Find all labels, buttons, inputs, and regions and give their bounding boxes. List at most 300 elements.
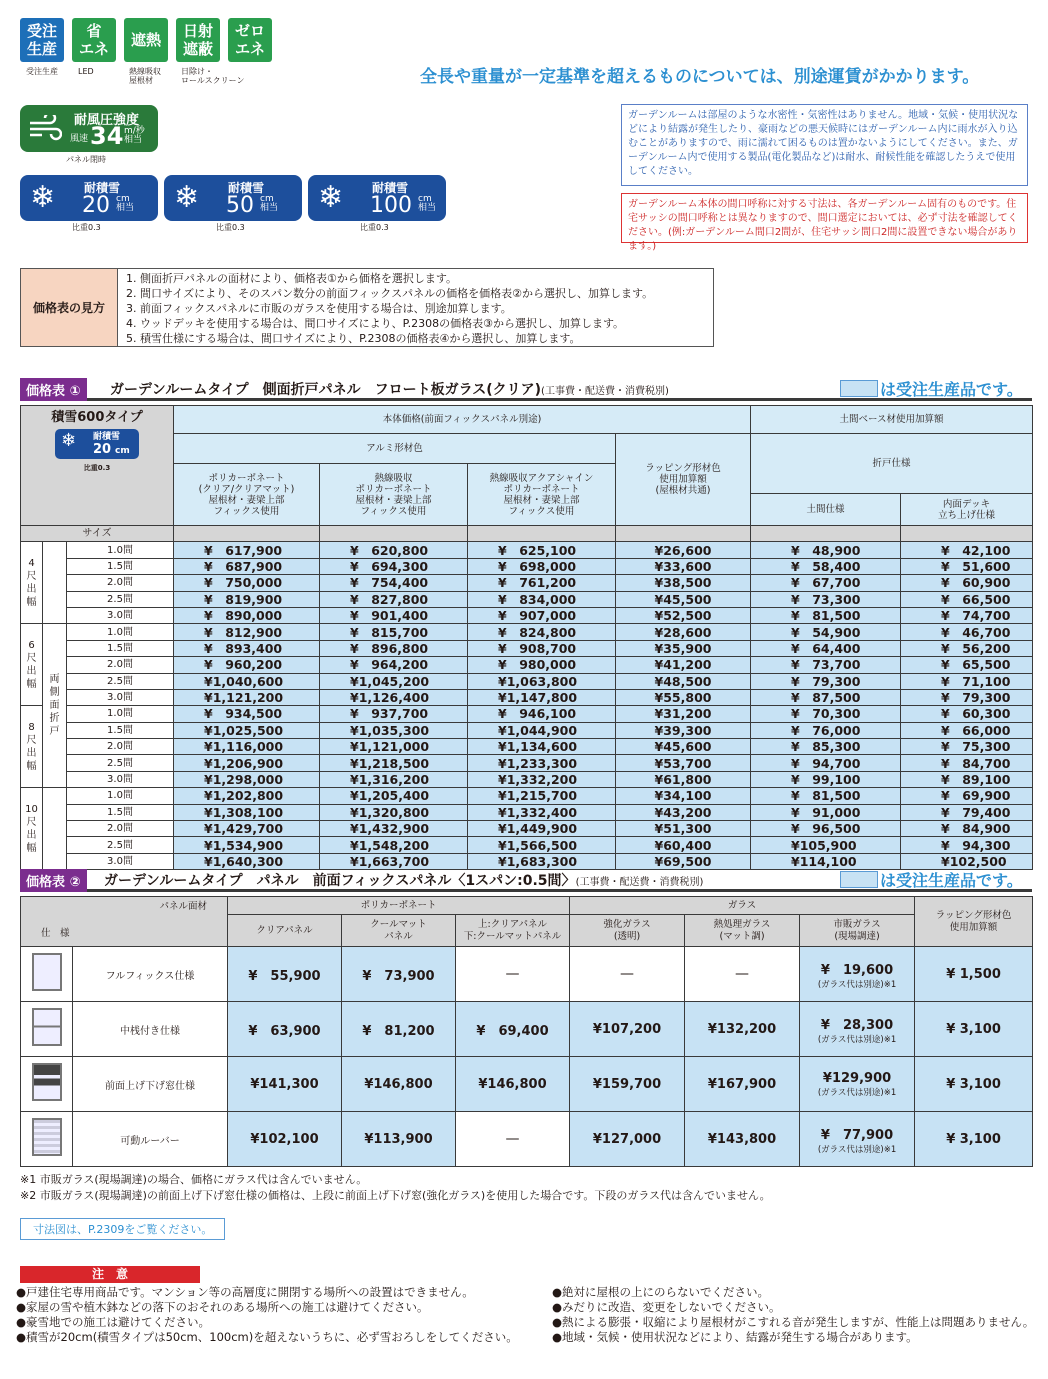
t2-col-header: 上:クリアパネル 下:クールマットパネル bbox=[456, 915, 570, 947]
t1-spacer bbox=[174, 526, 320, 542]
t2-price bbox=[915, 1112, 1033, 1167]
t1-price: ¥ 76,000 bbox=[751, 722, 901, 738]
t1-price: ¥1,147,800 bbox=[468, 689, 616, 705]
t2-price-value: ¥107,200 bbox=[592, 1021, 662, 1037]
table-row bbox=[21, 591, 1033, 607]
t2-price-value: ¥ 81,200 bbox=[362, 1023, 435, 1039]
price-table-1 bbox=[20, 405, 1033, 870]
panel-thumbnail-icon bbox=[32, 1008, 62, 1046]
table-row bbox=[21, 1057, 1033, 1112]
t2-price bbox=[685, 1057, 800, 1112]
t2-price-value: ¥113,900 bbox=[364, 1131, 433, 1147]
t1-price: ¥1,332,200 bbox=[468, 771, 616, 787]
t1-price: ¥ 79,400 bbox=[901, 804, 1033, 820]
t2-price bbox=[685, 1002, 800, 1057]
t1-price: ¥52,500 bbox=[616, 607, 751, 623]
t1-price: ¥102,500 bbox=[901, 853, 1033, 869]
t1-size: 3.0間 bbox=[67, 607, 174, 623]
snow-label: 耐積雪 bbox=[93, 432, 121, 442]
t1-corner bbox=[21, 406, 174, 526]
howto-label: 価格表の見方 bbox=[21, 269, 118, 346]
table-row bbox=[21, 788, 1033, 804]
t1-price: ¥1,316,200 bbox=[320, 771, 468, 787]
t2-row-label: フルフィックス仕様 bbox=[73, 947, 228, 1002]
table-row bbox=[21, 771, 1033, 787]
t1-price: ¥1,121,000 bbox=[320, 739, 468, 755]
table-row bbox=[21, 1002, 1033, 1057]
t1-depth-label: 4 尺 出 幅 bbox=[21, 542, 43, 624]
t2-price-value: ¥129,900 bbox=[822, 1070, 892, 1086]
t2-price bbox=[456, 1112, 570, 1167]
t1-price: ¥1,332,400 bbox=[468, 804, 616, 820]
caution-item: ●豪雪地での施工は避けてください。 bbox=[16, 1315, 211, 1329]
badge-energy: 省 エネ bbox=[72, 18, 116, 62]
t1-price: ¥28,600 bbox=[616, 624, 751, 640]
caution-item: ●地域・気候・使用状況などにより、結露が発生する場合があります。 bbox=[552, 1330, 918, 1344]
snowflake-icon: ❄ bbox=[30, 180, 56, 215]
t1-price: ¥1,683,300 bbox=[468, 853, 616, 869]
wind-unit: m/秒 相当 bbox=[124, 126, 145, 145]
table-row bbox=[21, 837, 1033, 853]
glass-note: (ガラス代は別途)※1 bbox=[817, 1144, 897, 1155]
t1-h-deck: 内面デッキ 立ち上げ仕様 bbox=[901, 494, 1033, 526]
t1-price: ¥ 625,100 bbox=[468, 542, 616, 558]
t2-price-value: ¥ 1,500 bbox=[946, 966, 1001, 982]
t2-price bbox=[456, 947, 570, 1002]
t1-price: ¥53,700 bbox=[616, 755, 751, 771]
note-condensation: ガーデンルームは部屋のような水密性・気密性はありません。地域・気候・使用状況などにより結露が発生したり、豪雨などの悪天候時にはガーデンルーム内に雨水が入り込むことがありますので、雨に濡れて困るものは置かないようにしてください。また、ガーデンルーム内で使用する製品(電化製品など)は耐水、耐候性能を確認したうえで使用してください。 bbox=[621, 104, 1028, 186]
t1-h-extra: 土間ベース材使用加算額 bbox=[751, 406, 1033, 434]
t2-price-value: ¥141,300 bbox=[250, 1076, 319, 1092]
t1-price: ¥33,600 bbox=[616, 558, 751, 574]
t2-price-value: ¥ 73,900 bbox=[362, 968, 435, 984]
t1-price: ¥1,298,000 bbox=[174, 771, 320, 787]
t1-size: 1.5間 bbox=[67, 804, 174, 820]
t2-corner bbox=[21, 897, 228, 947]
t2-price-value: ¥143,800 bbox=[707, 1131, 777, 1147]
t2-price-value: ¥ 28,300 bbox=[820, 1017, 894, 1033]
legend-swatch bbox=[840, 871, 878, 888]
wind-icon bbox=[28, 115, 62, 141]
panel-icon bbox=[21, 947, 73, 1002]
panel-icon bbox=[21, 1002, 73, 1057]
t1-price: ¥1,429,700 bbox=[174, 821, 320, 837]
t1-price: ¥ 81,500 bbox=[751, 607, 901, 623]
howto-line: 2. 間口サイズにより、そのスパン数分の前面フィックスパネルの価格を価格表②から選択し、加算します。 bbox=[126, 287, 654, 300]
snowflake-icon: ❄ bbox=[318, 180, 344, 215]
t2-h-panel: パネル面材 bbox=[159, 901, 207, 912]
t1-depth-label: 8 尺 出 幅 bbox=[21, 706, 43, 788]
t1-price: ¥ 617,900 bbox=[174, 542, 320, 558]
snow-value: 50 bbox=[226, 193, 254, 218]
snow-value: 20 bbox=[93, 442, 112, 457]
t1-spacer bbox=[751, 526, 901, 542]
t2-price bbox=[570, 1057, 685, 1112]
t1-price: ¥ 698,000 bbox=[468, 558, 616, 574]
snow-label: 耐積雪 bbox=[84, 181, 121, 195]
t1-price: ¥ 890,000 bbox=[174, 607, 320, 623]
t2-price bbox=[685, 947, 800, 1002]
t1-price: ¥1,640,300 bbox=[174, 853, 320, 869]
t1-size: 2.0間 bbox=[67, 821, 174, 837]
t2-price-value: ¥132,200 bbox=[707, 1021, 777, 1037]
t2-row-label: 前面上げ下げ窓仕様 bbox=[73, 1057, 228, 1112]
t1-corner-title: 積雪600タイプ bbox=[51, 410, 143, 425]
badge-caption: LED bbox=[78, 67, 94, 76]
t2-price-value: ¥ 3,100 bbox=[946, 1131, 1001, 1147]
t1-price: ¥ 84,900 bbox=[901, 821, 1033, 837]
t2-price-value: ¥102,100 bbox=[250, 1131, 319, 1147]
t1-price: ¥34,100 bbox=[616, 788, 751, 804]
t1-price: ¥ 812,900 bbox=[174, 624, 320, 640]
t1-size: 3.0間 bbox=[67, 689, 174, 705]
t1-price: ¥ 89,100 bbox=[901, 771, 1033, 787]
t1-size: 2.0間 bbox=[67, 575, 174, 591]
t2-price-value: — bbox=[735, 966, 750, 982]
snow-badge-50 bbox=[164, 175, 302, 221]
table-row bbox=[21, 542, 1033, 558]
t1-legend: は受注生産品です。 bbox=[880, 380, 1023, 399]
t2-row-label: 中桟付き仕様 bbox=[73, 1002, 228, 1057]
glass-note: (ガラス代は別途)※1 bbox=[817, 1034, 897, 1045]
t1-price: ¥48,500 bbox=[616, 673, 751, 689]
badge-heat: 遮熱 bbox=[124, 18, 168, 62]
t2-tag: 価格表 ② bbox=[20, 869, 87, 892]
t2-price bbox=[570, 1002, 685, 1057]
table-row bbox=[21, 804, 1033, 820]
t2-price-value: ¥159,700 bbox=[592, 1076, 662, 1092]
t2-price bbox=[570, 947, 685, 1002]
howto-line: 4. ウッドデッキを使用する場合は、間口サイズにより、P.2308の価格表③から選択し、加算します。 bbox=[126, 317, 625, 330]
t2-price bbox=[800, 1002, 915, 1057]
t1-price: ¥31,200 bbox=[616, 706, 751, 722]
snow-unit: cm 相当 bbox=[260, 194, 279, 213]
t1-price: ¥ 75,300 bbox=[901, 739, 1033, 755]
wind-value: 34 bbox=[90, 122, 124, 150]
t1-price: ¥ 934,500 bbox=[174, 706, 320, 722]
t2-price-value: ¥146,800 bbox=[364, 1076, 433, 1092]
t1-price: ¥1,233,300 bbox=[468, 755, 616, 771]
t1-price: ¥ 91,000 bbox=[751, 804, 901, 820]
t1-size: 2.5間 bbox=[67, 837, 174, 853]
t2-price bbox=[342, 947, 456, 1002]
t1-price: ¥1,205,400 bbox=[320, 788, 468, 804]
table-row bbox=[21, 755, 1033, 771]
snow-badge-100 bbox=[308, 175, 446, 221]
t1-price: ¥ 42,100 bbox=[901, 542, 1033, 558]
t1-price: ¥ 73,700 bbox=[751, 657, 901, 673]
shipping-banner: 全長や重量が一定基準を超えるものについては、別途運賃がかかります。 bbox=[420, 67, 980, 87]
t1-price: ¥1,126,400 bbox=[320, 689, 468, 705]
t1-price: ¥ 79,300 bbox=[751, 673, 901, 689]
t1-price: ¥1,534,900 bbox=[174, 837, 320, 853]
t1-size: 1.0間 bbox=[67, 542, 174, 558]
caution-item: ●家屋の雪や植木鉢などの落下のおそれのある場所への施工は避けてください。 bbox=[16, 1300, 429, 1314]
t1-price: ¥ 58,400 bbox=[751, 558, 901, 574]
snow-value: 100 bbox=[370, 193, 412, 218]
footnotes bbox=[20, 1172, 771, 1204]
table-row bbox=[21, 739, 1033, 755]
wind-prefix: 風速 bbox=[70, 134, 89, 144]
t1-price: ¥ 73,300 bbox=[751, 591, 901, 607]
t1-price: ¥1,566,500 bbox=[468, 837, 616, 853]
t2-price-value: ¥ 63,900 bbox=[248, 1023, 321, 1039]
t1-price: ¥ 750,000 bbox=[174, 575, 320, 591]
t2-title bbox=[104, 870, 703, 890]
table-row bbox=[21, 947, 1033, 1002]
t1-h-main: 本体価格(前面フィックスパネル別途) bbox=[174, 406, 751, 434]
howto-lines bbox=[118, 269, 661, 346]
t2-price-value: ¥ 19,600 bbox=[820, 962, 894, 978]
t2-price-value: ¥ 69,400 bbox=[476, 1023, 549, 1039]
t1-price: ¥35,900 bbox=[616, 640, 751, 656]
t2-col-header: 強化ガラス (透明) bbox=[570, 915, 685, 947]
t1-price: ¥ 65,500 bbox=[901, 657, 1033, 673]
t1-price: ¥ 893,400 bbox=[174, 640, 320, 656]
t1-price: ¥ 827,800 bbox=[320, 591, 468, 607]
t1-price: ¥1,045,200 bbox=[320, 673, 468, 689]
t1-price: ¥1,215,700 bbox=[468, 788, 616, 804]
t1-h-doma: 土間仕様 bbox=[751, 494, 901, 526]
t2-price bbox=[915, 1002, 1033, 1057]
t1-size: 1.0間 bbox=[67, 788, 174, 804]
t2-price bbox=[228, 1002, 342, 1057]
wind-caption: パネル閉時 bbox=[66, 155, 106, 164]
t1-blank bbox=[43, 542, 67, 624]
t2-price bbox=[228, 947, 342, 1002]
badge-made-to-order: 受注 生産 bbox=[20, 18, 64, 62]
t2-price bbox=[456, 1002, 570, 1057]
t1-h-fold: 折戸仕様 bbox=[751, 434, 1033, 494]
t1-size: 1.0間 bbox=[67, 706, 174, 722]
caution-item: ●絶対に屋根の上にのらないでください。 bbox=[552, 1285, 770, 1299]
t1-price: ¥ 79,300 bbox=[901, 689, 1033, 705]
t2-h-wrap: ラッピング形材色 使用加算額 bbox=[915, 897, 1033, 947]
t1-price: ¥60,400 bbox=[616, 837, 751, 853]
t1-side-label: 両 側 面 折 戸 bbox=[43, 624, 67, 788]
t1-price: ¥ 85,300 bbox=[751, 739, 901, 755]
caution-item: ●積雪が20cm(積雪タイプは50cm、100cm)を超えないうちに、必ず雪おろしをしてください。 bbox=[16, 1330, 518, 1344]
t1-price: ¥1,202,800 bbox=[174, 788, 320, 804]
t1-depth-label: 6 尺 出 幅 bbox=[21, 624, 43, 706]
badge-shade: 日射 遮蔽 bbox=[176, 18, 220, 62]
t1-price: ¥ 754,400 bbox=[320, 575, 468, 591]
note-dimensions: ガーデンルーム本体の間口呼称に対する寸法は、各ガーデンルーム固有のものです。住宅サッシの間口呼称とは異なりますので、間口選定においては、必ず寸法を確認してください。(例:ガーデンルーム間口2間が、住宅サッシ間口2間に設置できない場合があります。) bbox=[621, 193, 1028, 243]
legend-swatch bbox=[840, 380, 878, 397]
t2-price bbox=[228, 1057, 342, 1112]
howto-line: 3. 前面フィックスパネルに市販のガラスを使用する場合は、別途加算します。 bbox=[126, 302, 512, 315]
t1-price: ¥ 69,900 bbox=[901, 788, 1033, 804]
t2-price bbox=[570, 1112, 685, 1167]
t2-price bbox=[915, 947, 1033, 1002]
t2-legend: は受注生産品です。 bbox=[880, 871, 1023, 890]
t2-sub: (工事費・配送費・消費税別) bbox=[575, 877, 704, 888]
t2-col-header: クリアパネル bbox=[228, 915, 342, 947]
t1-title-text: ガーデンルームタイプ 側面折戸パネル フロート板ガラス(クリア) bbox=[110, 382, 542, 398]
t1-corner-snow bbox=[55, 429, 139, 459]
t1-price: ¥ 620,800 bbox=[320, 542, 468, 558]
t1-price: ¥ 46,700 bbox=[901, 624, 1033, 640]
t1-price: ¥55,800 bbox=[616, 689, 751, 705]
t1-price: ¥ 901,400 bbox=[320, 607, 468, 623]
panel-thumbnail-icon bbox=[32, 1118, 62, 1156]
caution-item: ●戸建住宅専用商品です。マンション等の高層度に開閉する場所への設置はできません。 bbox=[16, 1285, 474, 1299]
snow-caption: 比重0.3 bbox=[72, 223, 101, 232]
t1-price: ¥ 937,700 bbox=[320, 706, 468, 722]
t1-price: ¥ 81,500 bbox=[751, 788, 901, 804]
t1-price: ¥ 694,300 bbox=[320, 558, 468, 574]
caution-item: ●みだりに改造、変更をしないでください。 bbox=[552, 1300, 781, 1314]
t1-price: ¥ 819,900 bbox=[174, 591, 320, 607]
table-row bbox=[21, 673, 1033, 689]
t2-price bbox=[228, 1112, 342, 1167]
t1-size: 2.5間 bbox=[67, 591, 174, 607]
t1-spacer bbox=[320, 526, 468, 542]
t2-price bbox=[685, 1112, 800, 1167]
t2-h-poly: ポリカーボネート bbox=[228, 897, 570, 915]
t1-price: ¥ 64,400 bbox=[751, 640, 901, 656]
t1-col-header: 熱線吸収アクアシャイン ポリカーボネート 屋根材・妻梁上部 フィックス使用 bbox=[468, 464, 616, 526]
wind-badge bbox=[20, 105, 158, 152]
table-row bbox=[21, 689, 1033, 705]
t1-spacer bbox=[901, 526, 1033, 542]
t2-price bbox=[800, 1057, 915, 1112]
snowflake-icon: ❄ bbox=[174, 180, 200, 215]
panel-icon bbox=[21, 1057, 73, 1112]
t1-h-size: サイズ bbox=[21, 526, 174, 542]
t2-price bbox=[800, 947, 915, 1002]
snow-label: 耐積雪 bbox=[372, 181, 409, 195]
t1-price: ¥ 74,700 bbox=[901, 607, 1033, 623]
t1-col-header: 熱線吸収 ポリカーボネート 屋根材・妻梁上部 フィックス使用 bbox=[320, 464, 468, 526]
t1-price: ¥ 834,000 bbox=[468, 591, 616, 607]
t1-price: ¥ 71,100 bbox=[901, 673, 1033, 689]
t1-price: ¥1,206,900 bbox=[174, 755, 320, 771]
t2-price-value: — bbox=[505, 966, 520, 982]
t1-price: ¥ 56,200 bbox=[901, 640, 1033, 656]
caution-item: ●熱による膨張・収縮により屋根材がこすれる音が発生しますが、性能上は問題ありません。 bbox=[552, 1315, 1035, 1329]
t1-price: ¥ 66,500 bbox=[901, 591, 1033, 607]
t1-price: ¥1,308,100 bbox=[174, 804, 320, 820]
snowflake-icon: ❄ bbox=[61, 430, 77, 451]
t2-price-value: ¥146,800 bbox=[478, 1076, 547, 1092]
t1-price: ¥69,500 bbox=[616, 853, 751, 869]
snow-caption: 比重0.3 bbox=[216, 223, 245, 232]
snow-label: 耐積雪 bbox=[228, 181, 265, 195]
t2-title-text: ガーデンルームタイプ パネル 前面フィックスパネル〈1スパン:0.5間〉 bbox=[104, 873, 576, 889]
table-row bbox=[21, 722, 1033, 738]
footnote: ※1 市販ガラス(現場調達)の場合、価格にガラス代は含んでいません。 bbox=[20, 1173, 368, 1186]
t1-blank bbox=[43, 788, 67, 870]
snow-caption: 比重0.3 bbox=[83, 464, 111, 472]
badge-caption: 日除け・ ロールスクリーン bbox=[181, 67, 245, 85]
t1-price: ¥ 51,600 bbox=[901, 558, 1033, 574]
t2-price-value: ¥ 3,100 bbox=[946, 1076, 1001, 1092]
t1-price: ¥ 48,900 bbox=[751, 542, 901, 558]
howto-line: 1. 側面折戸パネルの面材により、価格表①から価格を選択します。 bbox=[126, 272, 457, 285]
t1-size: 2.0間 bbox=[67, 739, 174, 755]
t2-price bbox=[456, 1057, 570, 1112]
t1-price: ¥ 66,000 bbox=[901, 722, 1033, 738]
t1-price: ¥ 980,000 bbox=[468, 657, 616, 673]
t1-price: ¥ 946,100 bbox=[468, 706, 616, 722]
t1-price: ¥105,900 bbox=[751, 837, 901, 853]
t1-sub: (工事費・配送費・消費税別) bbox=[541, 386, 669, 397]
glass-note: (ガラス代は別途)※1 bbox=[817, 979, 897, 990]
caution-left bbox=[16, 1285, 518, 1345]
t1-h-alumi: アルミ形材色 bbox=[174, 434, 616, 464]
t2-col-header: 市販ガラス (現場調達) bbox=[800, 915, 915, 947]
table-row bbox=[21, 821, 1033, 837]
table-row bbox=[21, 640, 1033, 656]
t1-price: ¥ 67,700 bbox=[751, 575, 901, 591]
t1-price: ¥1,040,600 bbox=[174, 673, 320, 689]
snow-caption: 比重0.3 bbox=[360, 223, 389, 232]
t1-price: ¥61,800 bbox=[616, 771, 751, 787]
t2-price bbox=[800, 1112, 915, 1167]
t1-price: ¥45,600 bbox=[616, 739, 751, 755]
howto-box bbox=[20, 268, 714, 347]
t2-price bbox=[915, 1057, 1033, 1112]
t1-price: ¥26,600 bbox=[616, 542, 751, 558]
t1-price: ¥ 94,700 bbox=[751, 755, 901, 771]
t1-size: 1.5間 bbox=[67, 722, 174, 738]
t1-price: ¥1,320,800 bbox=[320, 804, 468, 820]
t2-price bbox=[342, 1112, 456, 1167]
t1-price: ¥ 687,900 bbox=[174, 558, 320, 574]
t1-price: ¥1,432,900 bbox=[320, 821, 468, 837]
t1-size: 1.5間 bbox=[67, 558, 174, 574]
t2-price-value: ¥167,900 bbox=[707, 1076, 777, 1092]
snow-unit: cm 相当 bbox=[418, 194, 437, 213]
wind-title: 耐風圧強度 bbox=[74, 113, 140, 128]
t1-price: ¥39,300 bbox=[616, 722, 751, 738]
t1-price: ¥ 907,000 bbox=[468, 607, 616, 623]
t1-price: ¥1,025,500 bbox=[174, 722, 320, 738]
t2-price-value: ¥ 3,100 bbox=[946, 1021, 1001, 1037]
t1-price: ¥43,200 bbox=[616, 804, 751, 820]
t2-h-spec: 仕 様 bbox=[41, 928, 70, 939]
t1-price: ¥114,100 bbox=[751, 853, 901, 869]
t1-price: ¥ 761,200 bbox=[468, 575, 616, 591]
t1-depth-label: 10 尺 出 幅 bbox=[21, 788, 43, 870]
t1-size: 2.0間 bbox=[67, 657, 174, 673]
t1-price: ¥ 60,300 bbox=[901, 706, 1033, 722]
t2-col-header: 熱処理ガラス (マット調) bbox=[685, 915, 800, 947]
snow-badge-20 bbox=[20, 175, 158, 221]
table-row bbox=[21, 624, 1033, 640]
t1-price: ¥ 815,700 bbox=[320, 624, 468, 640]
t1-price: ¥1,063,800 bbox=[468, 673, 616, 689]
t1-price: ¥1,044,900 bbox=[468, 722, 616, 738]
t1-size: 1.5間 bbox=[67, 640, 174, 656]
howto-line: 5. 積雪仕様にする場合は、間口サイズにより、P.2308の価格表④から選択し、加算します。 bbox=[126, 332, 581, 345]
dimension-ref[interactable]: 寸法図は、P.2309をご覧ください。 bbox=[20, 1218, 225, 1240]
table-row bbox=[21, 607, 1033, 623]
badge-caption: 熱線吸収 屋根材 bbox=[129, 67, 161, 85]
t1-tag: 価格表 ① bbox=[20, 378, 87, 401]
t1-size: 2.5間 bbox=[67, 673, 174, 689]
t1-price: ¥ 824,800 bbox=[468, 624, 616, 640]
t2-price-value: ¥ 77,900 bbox=[820, 1127, 894, 1143]
snow-unit: cm bbox=[115, 446, 130, 456]
t1-price: ¥ 896,800 bbox=[320, 640, 468, 656]
t1-price: ¥1,121,200 bbox=[174, 689, 320, 705]
t1-price: ¥1,548,200 bbox=[320, 837, 468, 853]
t1-price: ¥ 70,300 bbox=[751, 706, 901, 722]
t1-title bbox=[110, 379, 669, 399]
t1-price: ¥ 60,900 bbox=[901, 575, 1033, 591]
